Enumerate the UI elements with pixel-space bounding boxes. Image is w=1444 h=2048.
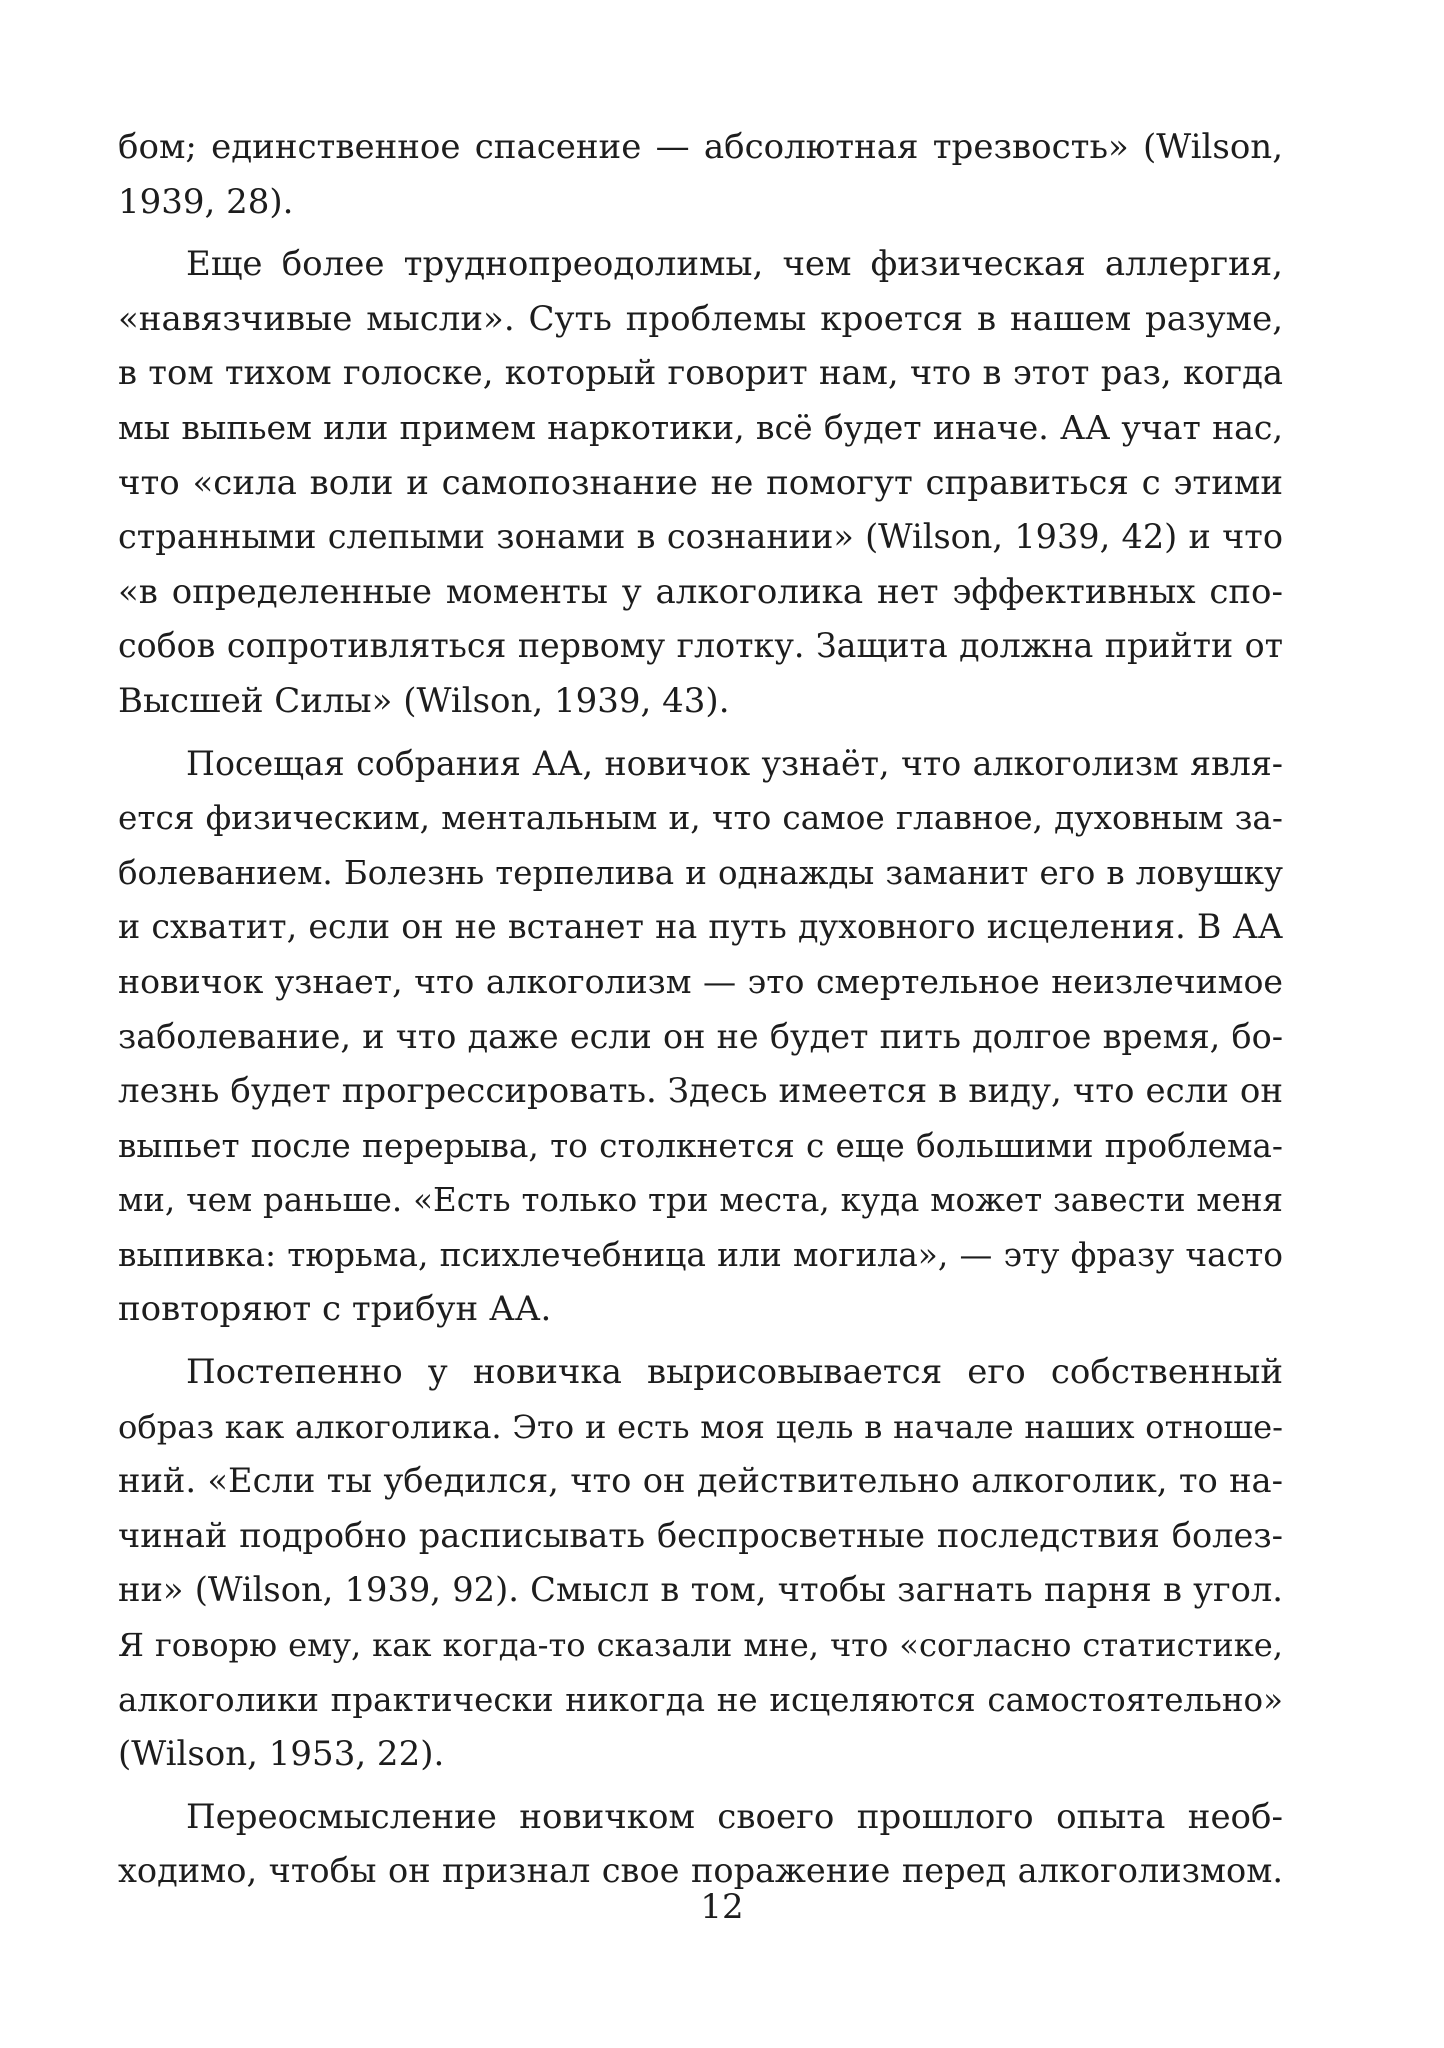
text-line: ми, чем раньше. «Есть только три места, куда может завести меня [118,1181,1283,1220]
text-line: Высшей Силы» (Wilson, 1939, 43). [118,680,730,721]
text-line: выпивка: тюрьма, психлечебница или могила», — эту фразу часто [118,1235,1283,1274]
paragraph-3 [118,737,1283,1338]
text-line: в том тихом голоске, который говорит нам, что в этот раз, когда [118,353,1283,393]
text-line: «навязчивые мысли». Суть проблемы кроется в нашем разуме, [118,298,1283,339]
text-line: болеванием. Болезнь терпелива и однажды заманит его в ловушку [118,853,1283,892]
text-line: мы выпьем или примем наркотики, всё будет иначе. АА учат нас, [118,407,1283,447]
text-line: Постепенно у новичка вырисовывается его собственный [186,1352,1283,1393]
text-line: 1939, 28). [118,181,294,222]
text-line: алкоголики практически никогда не исцеляются самостоятельно» [118,1680,1283,1719]
text-line: образ как алкоголика. Это и есть моя цель в начале наших отноше- [118,1407,1283,1446]
text-line: ходимо, чтобы он признал свое поражение перед алкоголизмом. [118,1851,1283,1891]
text-line: странными слепыми зонами в сознании» (Wilson, 1939, 42) и что [118,517,1283,557]
text-line: чинай подробно расписывать беспросветные последствия болез- [118,1515,1283,1555]
text-line: Переосмысление новичком своего прошлого опыта необ- [186,1796,1283,1837]
text-line: выпьет после перерыва, то столкнется с еще большими проблема- [118,1126,1283,1165]
text-line: «в определенные моменты у алкоголика нет эффективных спо- [118,571,1283,612]
text-line: ний. «Если ты убедился, что он действительно алкоголик, то на- [118,1461,1283,1501]
text-line: Посещая собрания АА, новичок узнаёт, что алкоголизм явля- [186,743,1283,783]
page-number: 12 [700,1887,744,1927]
body-text [118,120,1283,1899]
paragraph-5 [118,1790,1283,1899]
text-line: заболевание, и что даже если он не будет пить долгое время, бо- [118,1016,1283,1056]
text-line: повторяют с трибун АА. [118,1289,552,1330]
text-line: бом; единственное спасение — абсолютная трезвость» (Wilson, [118,127,1283,167]
text-line: лезнь будет прогрессировать. Здесь имеется в виду, что если он [118,1071,1283,1112]
paragraph-4 [118,1345,1283,1782]
text-line: что «сила воли и самопознание не помогут справиться с этими [118,462,1283,503]
text-line: и схватит, если он не встанет на путь духовного исцеления. В АА [118,907,1283,947]
paragraph-2 [118,237,1283,728]
text-line: Еще более труднопреодолимы, чем физическая аллергия, [186,244,1283,285]
text-line: ется физическим, ментальным и, что самое главное, духовным за- [118,799,1283,838]
text-line: собов сопротивляться первому глотку. Защита должна прийти от [118,626,1283,666]
text-line: (Wilson, 1953, 22). [118,1734,445,1775]
paragraph-1 [118,120,1283,229]
text-line: новичок узнает, что алкоголизм — это смертельное неизлечимое [118,961,1283,1001]
text-line: Я говорю ему, как когда-то сказали мне, что «согласно статистике, [118,1626,1283,1665]
text-line: ни» (Wilson, 1939, 92). Смысл в том, чтобы загнать парня в угол. [118,1570,1283,1610]
